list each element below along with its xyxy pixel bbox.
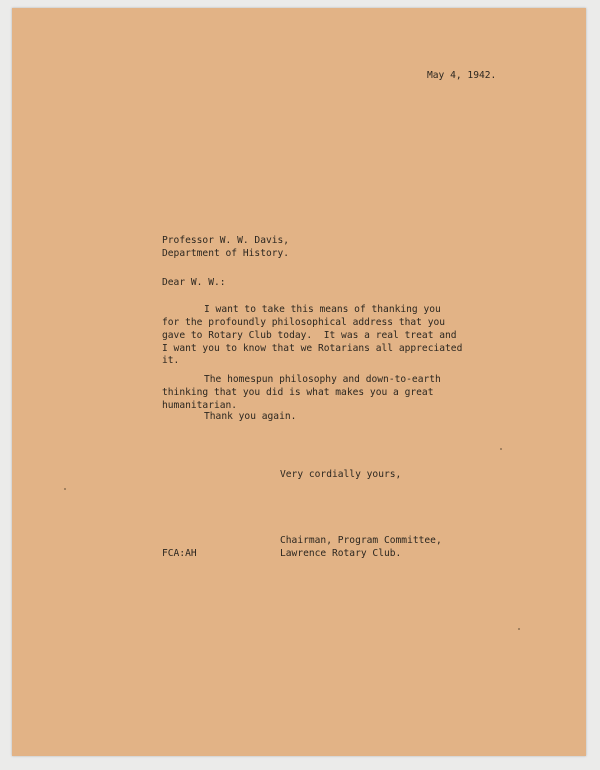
signature-organization: Lawrence Rotary Club.: [280, 548, 402, 559]
paper-speck: [500, 448, 502, 450]
body-paragraph-1-line: I want you to know that we Rotarians all appreciated: [162, 343, 463, 354]
body-paragraph-1-line: I want to take this means of thanking you: [204, 304, 441, 315]
body-paragraph-2-line: humanitarian.: [162, 400, 238, 411]
body-paragraph-1-line: it.: [162, 355, 180, 366]
paper-speck: [64, 488, 66, 490]
letter-page: [12, 8, 586, 756]
body-paragraph-1-line: for the profoundly philosophical address that you: [162, 317, 446, 328]
closing: Very cordially yours,: [280, 469, 402, 480]
body-paragraph-2-line: thinking that you did is what makes you a great: [162, 387, 434, 398]
reference-initials: FCA:AH: [162, 548, 197, 559]
paper-speck: [518, 628, 520, 630]
body-paragraph-3: Thank you again.: [204, 411, 297, 422]
salutation: Dear W. W.:: [162, 277, 226, 288]
recipient-name: Professor W. W. Davis,: [162, 235, 290, 246]
letter-date: May 4, 1942.: [427, 70, 497, 81]
body-paragraph-2-line: The homespun philosophy and down-to-earth: [204, 374, 441, 385]
body-paragraph-1-line: gave to Rotary Club today. It was a real treat and: [162, 330, 457, 341]
signature-title: Chairman, Program Committee,: [280, 535, 442, 546]
recipient-department: Department of History.: [162, 248, 290, 259]
